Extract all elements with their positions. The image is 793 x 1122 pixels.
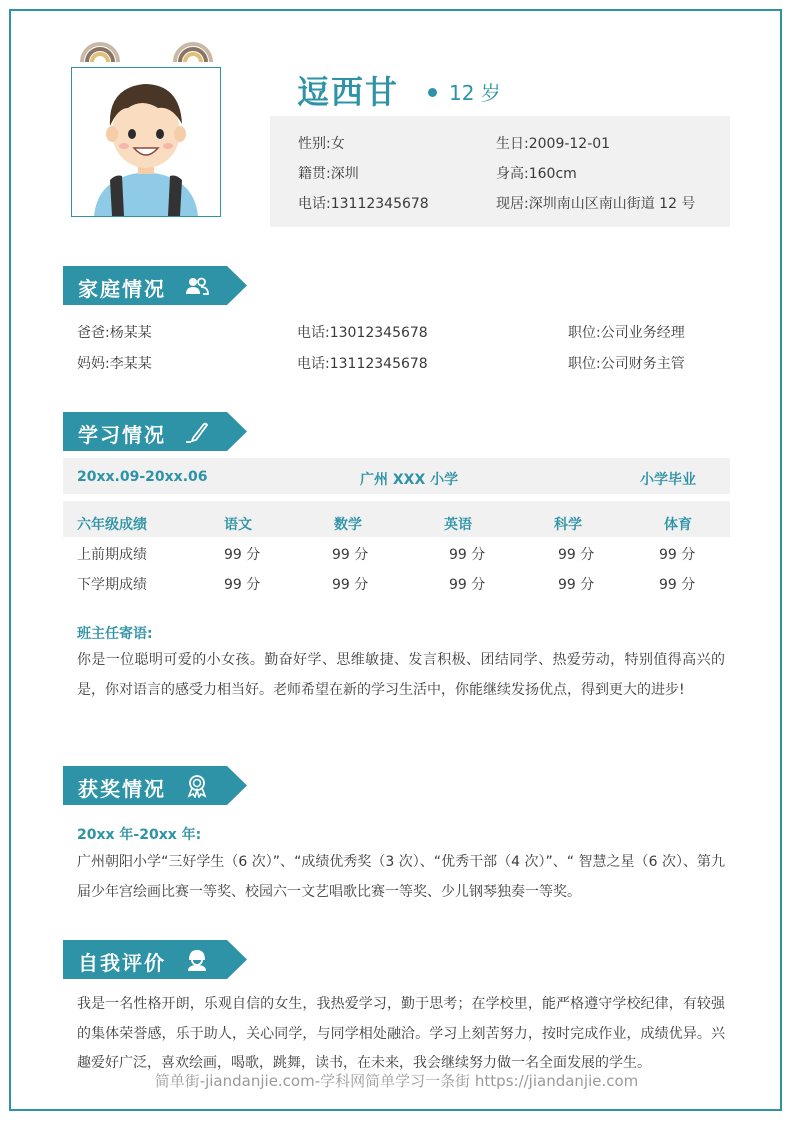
job-value: 公司业务经理 — [600, 325, 685, 341]
grades-cell: 99 分 — [224, 547, 261, 563]
family-father-job — [568, 322, 685, 342]
job-label: 职位: — [568, 325, 601, 341]
rainbow-icon — [171, 32, 215, 62]
role-label: 妈妈: — [77, 356, 110, 372]
role-label: 爸爸: — [77, 325, 110, 341]
family-mother-job — [568, 353, 685, 373]
birth-field — [496, 133, 610, 153]
height-label: 身高: — [496, 166, 529, 182]
age-value: 12 岁 — [449, 81, 501, 105]
section-title: 自我评价 — [78, 951, 166, 975]
member-name: 李某某 — [109, 356, 152, 372]
awards-period: 20xx 年-20xx 年: — [77, 827, 202, 843]
bullet-dot — [428, 88, 437, 97]
job-label: 职位: — [568, 356, 601, 372]
family-father-name — [77, 322, 152, 342]
gender-value: 女 — [330, 136, 345, 152]
grades-cell: 99 分 — [332, 577, 369, 593]
school-name: 广州 XXX 小学 — [360, 472, 459, 488]
phone-field — [298, 193, 429, 213]
grades-cell: 99 分 — [449, 547, 486, 563]
phone-label: 电话: — [298, 196, 331, 212]
grades-header-cell: 语文 — [224, 517, 252, 533]
family-mother-phone — [297, 353, 428, 373]
grades-cell: 99 分 — [558, 547, 595, 563]
address-field — [496, 193, 695, 213]
self-evaluation-text: 我是一名性格开朗，乐观自信的女生，我热爱学习，勤于思考；在学校里，能严格遵守学校纪律，有较强的集体荣誉感，乐于助人，关心同学，与同学相处融洽。学习上刻苦努力，按时完成作业，成绩优异。兴趣爱好广泛，喜欢绘画，喝歌，跳舞，读书，在未来，我会继续努力做一名全面发展的学生。 — [77, 996, 725, 1071]
job-value: 公司财务主管 — [600, 356, 685, 372]
address-value: 深圳南山区南山街道 12 号 — [528, 196, 696, 212]
birth-label: 生日: — [496, 136, 529, 152]
grades-cell: 下学期成绩 — [77, 577, 147, 593]
footer-watermark: 简单街-jiandanjie.com-学科网简单学习一条街 https://jiandanjie.com — [154, 1072, 639, 1090]
origin-label: 籍贯: — [298, 166, 331, 182]
rainbow-icon — [78, 32, 122, 62]
gender-field — [298, 133, 345, 153]
awards-text: 广州朝阳小学“三好学生（6 次）”、“成绩优秀奖（3 次）、“优秀干部（4 次）”、“ 智慧之星（6 次）、第九届少年宫绘画比赛一等奖、校园六一文艺唱歌比赛一等奖、少儿钢琴独奏一等奖。 — [77, 854, 725, 900]
section-header-awards — [63, 766, 247, 805]
phone-label: 电话: — [297, 325, 330, 341]
height-value: 160cm — [528, 166, 577, 182]
profile-photo — [71, 67, 221, 217]
grades-cell: 上前期成绩 — [77, 547, 147, 563]
family-mother-name — [77, 353, 152, 373]
teacher-comment: 你是一位聪明可爱的小女孩。勤奋好学、思维敏捷、发言积极、团结同学、热爱劳动，特别值得高兴的是，你对语言的感受力相当好。老师希望在新的学习生活中，你能继续发扬优点，得到更大的进步! — [77, 652, 725, 698]
origin-field — [298, 163, 359, 183]
section-header-self — [63, 940, 247, 979]
person-icon — [185, 948, 209, 972]
study-period: 20xx.09-20xx.06 — [77, 469, 208, 485]
grades-header-cell: 数学 — [334, 517, 362, 533]
grades-cell: 99 分 — [224, 577, 261, 593]
grades-cell: 99 分 — [449, 577, 486, 593]
origin-value: 深圳 — [330, 166, 359, 182]
grades-cell: 99 分 — [659, 577, 696, 593]
grades-header-cell: 科学 — [554, 517, 582, 533]
study-status: 小学毕业 — [640, 472, 696, 488]
grades-header-cell: 英语 — [444, 517, 472, 533]
avatar — [72, 68, 220, 216]
grades-header-cell: 六年级成绩 — [77, 517, 147, 533]
student-age — [428, 77, 501, 106]
section-header-family — [63, 266, 247, 305]
gender-label: 性别: — [298, 136, 331, 152]
section-title: 家庭情况 — [78, 277, 166, 301]
phone-value: 13012345678 — [329, 325, 428, 341]
grades-header-cell: 体育 — [664, 517, 692, 533]
student-name: 逗西甘 — [297, 73, 400, 111]
section-title: 获奖情况 — [78, 777, 166, 801]
grades-cell: 99 分 — [659, 547, 696, 563]
phone-value: 13112345678 — [330, 196, 429, 212]
medal-icon — [185, 774, 209, 798]
phone-value: 13112345678 — [329, 356, 428, 372]
height-field — [496, 163, 577, 183]
people-icon — [185, 274, 209, 298]
grades-cell: 99 分 — [558, 577, 595, 593]
grades-cell: 99 分 — [332, 547, 369, 563]
family-father-phone — [297, 322, 428, 342]
member-name: 杨某某 — [109, 325, 152, 341]
comment-title: 班主任寄语: — [77, 626, 153, 642]
phone-label: 电话: — [297, 356, 330, 372]
birth-value: 2009-12-01 — [528, 136, 611, 152]
grades-header-band — [63, 501, 730, 537]
section-title: 学习情况 — [78, 423, 166, 447]
section-header-study — [63, 412, 247, 451]
pencil-icon — [185, 420, 209, 444]
address-label: 现居: — [496, 196, 529, 212]
